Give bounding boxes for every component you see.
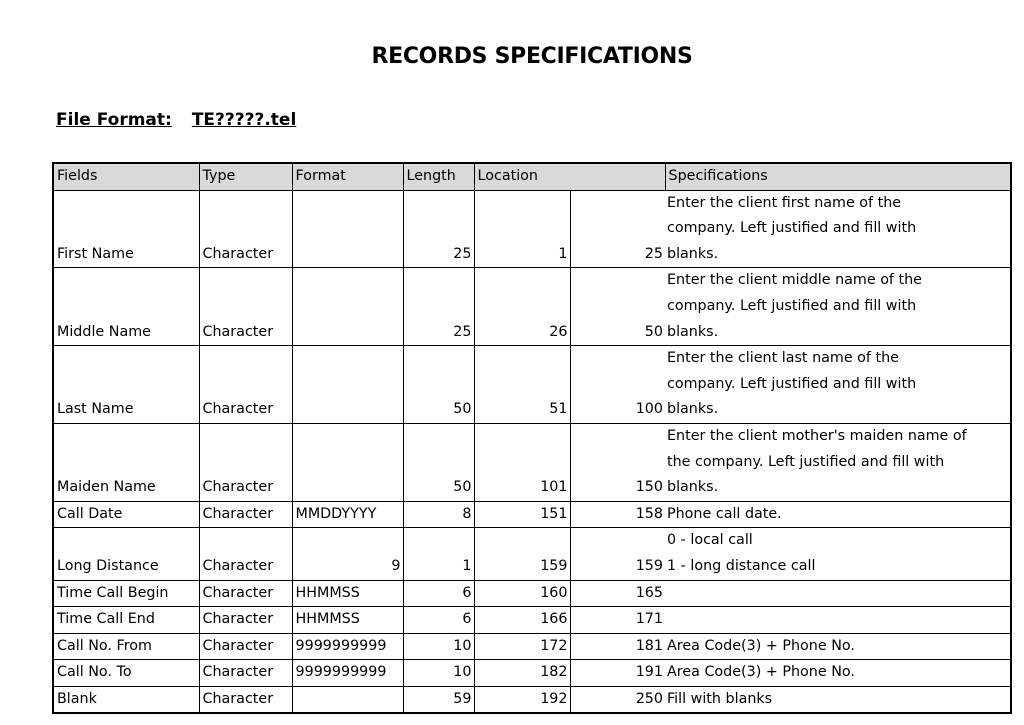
type-cell: Character — [199, 528, 292, 580]
specifications-cell — [665, 580, 1011, 607]
location-end-cell: 50 — [570, 268, 665, 346]
specification-line: 1 - long distance call — [667, 557, 816, 574]
type-cell: Character — [199, 633, 292, 660]
format-cell — [292, 423, 403, 501]
type-cell: Character — [199, 423, 292, 501]
specification-line: blanks. — [667, 401, 719, 418]
field-name-cell: Time Call End — [53, 607, 199, 634]
specifications-cell — [665, 423, 1011, 501]
location-end-cell: 165 — [570, 580, 665, 607]
specifications-cell — [665, 686, 1011, 713]
specifications-cell — [665, 660, 1011, 687]
location-start-cell: 166 — [474, 607, 570, 634]
format-cell: 9999999999 — [292, 660, 403, 687]
specifications-cell — [665, 268, 1011, 346]
specification-line: company. Left justified and fill with — [667, 375, 917, 392]
location-end-cell: 25 — [570, 190, 665, 268]
length-cell: 25 — [403, 268, 474, 346]
specification-line: blanks. — [667, 245, 719, 262]
location-start-cell: 172 — [474, 633, 570, 660]
length-cell: 50 — [403, 423, 474, 501]
table-row — [53, 423, 1011, 501]
header-location: Location — [474, 163, 665, 190]
header-fields: Fields — [53, 163, 199, 190]
field-name-cell: Maiden Name — [53, 423, 199, 501]
field-name-cell: Blank — [53, 686, 199, 713]
location-start-cell: 182 — [474, 660, 570, 687]
length-cell: 50 — [403, 346, 474, 424]
location-end-cell: 191 — [570, 660, 665, 687]
specifications-cell — [665, 528, 1011, 580]
location-end-cell: 159 — [570, 528, 665, 580]
format-cell — [292, 190, 403, 268]
format-cell — [292, 346, 403, 424]
length-cell: 10 — [403, 660, 474, 687]
location-start-cell: 159 — [474, 528, 570, 580]
table-header-row — [53, 163, 1011, 190]
table-row — [53, 686, 1011, 713]
format-cell: HHMMSS — [292, 607, 403, 634]
specification-line: Enter the client mother's maiden name of — [667, 427, 967, 444]
length-cell: 1 — [403, 528, 474, 580]
type-cell: Character — [199, 686, 292, 713]
location-start-cell: 151 — [474, 501, 570, 528]
type-cell: Character — [199, 268, 292, 346]
type-cell: Character — [199, 607, 292, 634]
specification-line — [667, 581, 1008, 607]
field-name-cell: Last Name — [53, 346, 199, 424]
table-row — [53, 580, 1011, 607]
field-name-cell: Call Date — [53, 501, 199, 528]
table-row — [53, 346, 1011, 424]
specification-line: Enter the client last name of the — [667, 350, 899, 367]
location-end-cell: 100 — [570, 346, 665, 424]
header-format: Format — [292, 163, 403, 190]
format-cell: 9999999999 — [292, 633, 403, 660]
specifications-cell — [665, 501, 1011, 528]
type-cell: Character — [199, 501, 292, 528]
table-row — [53, 528, 1011, 580]
location-start-cell: 51 — [474, 346, 570, 424]
location-start-cell: 26 — [474, 268, 570, 346]
specification-line: Enter the client middle name of the — [667, 272, 922, 289]
specification-line: Enter the client first name of the — [667, 194, 902, 211]
table-row — [53, 501, 1011, 528]
specification-line: the company. Left justified and fill with — [667, 453, 945, 470]
page-title: RECORDS SPECIFICATIONS — [371, 44, 693, 69]
location-start-cell: 192 — [474, 686, 570, 713]
specification-line: blanks. — [667, 323, 719, 340]
table-row — [53, 190, 1011, 268]
length-cell: 10 — [403, 633, 474, 660]
table-row — [53, 633, 1011, 660]
records-spec-table — [52, 162, 1012, 714]
location-end-cell: 150 — [570, 423, 665, 501]
format-cell: MMDDYYYY — [292, 501, 403, 528]
specification-line: blanks. — [667, 479, 719, 496]
field-name-cell: Call No. To — [53, 660, 199, 687]
format-cell: 9 — [292, 528, 403, 580]
location-end-cell: 158 — [570, 501, 665, 528]
location-end-cell: 250 — [570, 686, 665, 713]
specifications-cell — [665, 607, 1011, 634]
table-row — [53, 268, 1011, 346]
type-cell: Character — [199, 580, 292, 607]
specifications-cell — [665, 190, 1011, 268]
field-name-cell: Time Call Begin — [53, 580, 199, 607]
file-format-label: File Format: — [56, 110, 172, 130]
header-specifications: Specifications — [665, 163, 1011, 190]
length-cell: 25 — [403, 190, 474, 268]
specification-line: Area Code(3) + Phone No. — [667, 664, 855, 681]
specification-line: company. Left justified and fill with — [667, 220, 917, 237]
location-start-cell: 1 — [474, 190, 570, 268]
type-cell: Character — [199, 346, 292, 424]
location-start-cell: 101 — [474, 423, 570, 501]
table-row — [53, 660, 1011, 687]
format-cell: HHMMSS — [292, 580, 403, 607]
file-format-value: TE?????.tel — [191, 110, 297, 130]
format-cell — [292, 268, 403, 346]
field-name-cell: Long Distance — [53, 528, 199, 580]
length-cell: 6 — [403, 607, 474, 634]
specification-line: 0 - local call — [667, 532, 753, 549]
field-name-cell: Middle Name — [53, 268, 199, 346]
type-cell: Character — [199, 660, 292, 687]
field-name-cell: Call No. From — [53, 633, 199, 660]
specification-line: company. Left justified and fill with — [667, 297, 917, 314]
format-cell — [292, 686, 403, 713]
header-type: Type — [199, 163, 292, 190]
specifications-cell — [665, 346, 1011, 424]
specifications-cell — [665, 633, 1011, 660]
file-format-line — [56, 110, 296, 130]
length-cell: 59 — [403, 686, 474, 713]
specification-line: Area Code(3) + Phone No. — [667, 637, 855, 654]
specification-line: Fill with blanks — [667, 690, 773, 707]
location-start-cell: 160 — [474, 580, 570, 607]
field-name-cell: First Name — [53, 190, 199, 268]
header-length: Length — [403, 163, 474, 190]
table-row — [53, 607, 1011, 634]
location-end-cell: 171 — [570, 607, 665, 634]
specification-line: Phone call date. — [667, 505, 782, 522]
length-cell: 6 — [403, 580, 474, 607]
type-cell: Character — [199, 190, 292, 268]
location-end-cell: 181 — [570, 633, 665, 660]
specification-line — [667, 607, 1008, 633]
length-cell: 8 — [403, 501, 474, 528]
